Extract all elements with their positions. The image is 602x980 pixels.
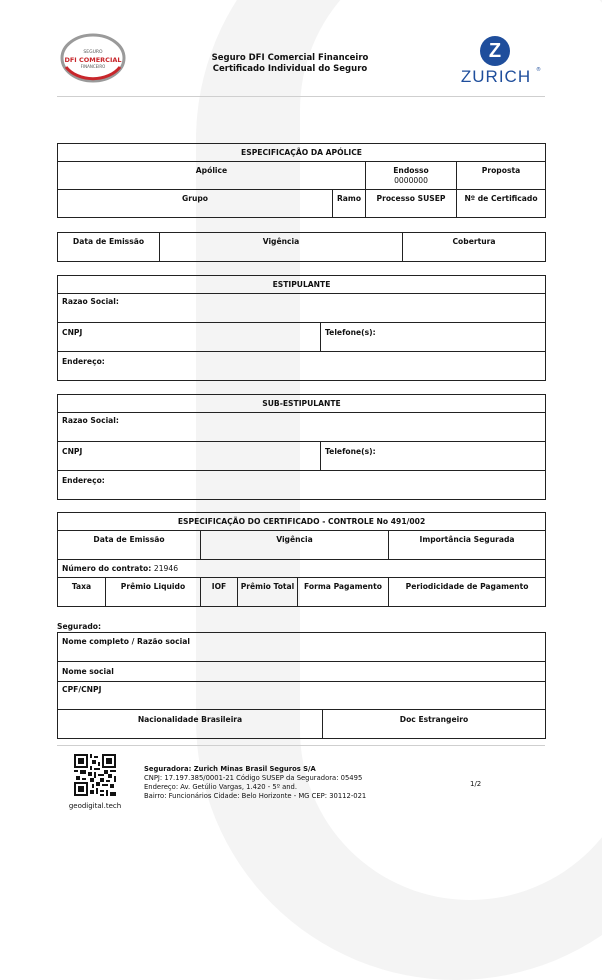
zurich-logo xyxy=(452,36,542,88)
sub-estipulante-section xyxy=(57,394,546,500)
dfi-logo-line2: DFI COMERCIAL xyxy=(64,56,122,64)
endosso-value: 0000000 xyxy=(394,176,428,185)
estipulante-title: ESTIPULANTE xyxy=(58,276,546,294)
qr-caption: geodigital.tech xyxy=(68,802,122,810)
page-number: 1/2 xyxy=(470,780,482,788)
taxa-label: Taxa xyxy=(58,578,106,607)
zurich-logo-name: ZURICH xyxy=(460,67,532,86)
vigencia-label: Vigência xyxy=(160,233,403,262)
premio-total-label: Prêmio Total xyxy=(238,578,298,607)
certificado-numero-label: Nº de Certificado xyxy=(457,190,546,218)
cert-vigencia-label: Vigência xyxy=(201,531,389,560)
proposta-label: Proposta xyxy=(457,162,546,190)
footer-seguradora xyxy=(144,765,366,801)
numero-contrato-value: 21946 xyxy=(153,563,179,573)
grupo-label: Grupo xyxy=(58,190,333,218)
title-line-1: Seguro DFI Comercial Financeiro xyxy=(211,53,369,63)
periodicidade-pagamento-label: Periodicidade de Pagamento xyxy=(389,578,546,607)
footer-cnpj: CNPJ: 17.197.385/0001-21 Código SUSEP da Seguradora: 05495 xyxy=(144,774,363,782)
document-title xyxy=(150,53,430,75)
data-emissao-label: Data de Emissão xyxy=(58,233,160,262)
footer-endereco: Endereço: Av. Getúlio Vargas, 1.420 - 5º and. xyxy=(144,783,298,791)
cert-data-emissao-label: Data de Emissão xyxy=(58,531,201,560)
iof-label: IOF xyxy=(201,578,238,607)
endosso-label: Endosso xyxy=(393,166,429,175)
zurich-logo-registered: ® xyxy=(536,67,541,73)
apolice-section xyxy=(57,143,546,218)
zurich-logo-mark: Z xyxy=(480,36,510,66)
estipulante-endereco-label: Endereço: xyxy=(58,352,546,381)
segurado-section xyxy=(57,632,546,739)
dfi-logo-line1: SEGURO xyxy=(83,50,103,55)
endosso-cell xyxy=(366,162,457,190)
dfi-logo xyxy=(60,33,126,83)
certificado-section xyxy=(57,512,546,607)
sub-estipulante-razao-label: Razao Social: xyxy=(58,413,546,442)
footer-divider xyxy=(57,745,545,746)
numero-contrato-cell xyxy=(58,560,546,578)
apolice-title: ESPECIFICAÇÃO DA APÓLICE xyxy=(58,144,546,162)
sub-estipulante-title: SUB-ESTIPULANTE xyxy=(58,395,546,413)
estipulante-cnpj-label: CNPJ xyxy=(58,323,321,352)
numero-contrato-label: Número do contrato: xyxy=(62,563,152,573)
apolice-label: Apólice xyxy=(58,162,366,190)
doc-estrangeiro-label: Doc Estrangeiro xyxy=(323,710,546,739)
sub-estipulante-endereco-label: Endereço: xyxy=(58,471,546,500)
estipulante-razao-label: Razao Social: xyxy=(58,294,546,323)
estipulante-telefone-label: Telefone(s): xyxy=(321,323,546,352)
ramo-label: Ramo xyxy=(333,190,366,218)
dfi-logo-line3: FINANCEIRO xyxy=(80,64,106,69)
processo-susep-label: Processo SUSEP xyxy=(366,190,457,218)
premio-liquido-label: Prêmio Liquido xyxy=(106,578,201,607)
footer-bairro: Bairro: Funcionários Cidade: Belo Horizonte - MG CEP: 30112-021 xyxy=(144,792,367,800)
cpf-cnpj-label: CPF/CNPJ xyxy=(58,682,546,710)
emissao-section xyxy=(57,232,546,262)
importancia-segurada-label: Importância Segurada xyxy=(389,531,546,560)
header-divider xyxy=(57,96,545,97)
forma-pagamento-label: Forma Pagamento xyxy=(298,578,389,607)
cobertura-label: Cobertura xyxy=(403,233,546,262)
certificado-title: ESPECIFICAÇÃO DO CERTIFICADO - CONTROLE No 491/002 xyxy=(58,513,546,531)
segurado-title: Segurado: xyxy=(57,622,102,631)
estipulante-section xyxy=(57,275,546,381)
sub-estipulante-telefone-label: Telefone(s): xyxy=(321,442,546,471)
nome-social-label: Nome social xyxy=(58,662,546,682)
nacionalidade-label: Nacionalidade Brasileira xyxy=(58,710,323,739)
title-line-2: Certificado Individual do Seguro xyxy=(212,64,368,74)
qr-code xyxy=(74,754,116,796)
nome-completo-label: Nome completo / Razão social xyxy=(58,633,546,662)
footer-seguradora-name: Seguradora: Zurich Minas Brasil Seguros S/A xyxy=(144,765,316,773)
sub-estipulante-cnpj-label: CNPJ xyxy=(58,442,321,471)
